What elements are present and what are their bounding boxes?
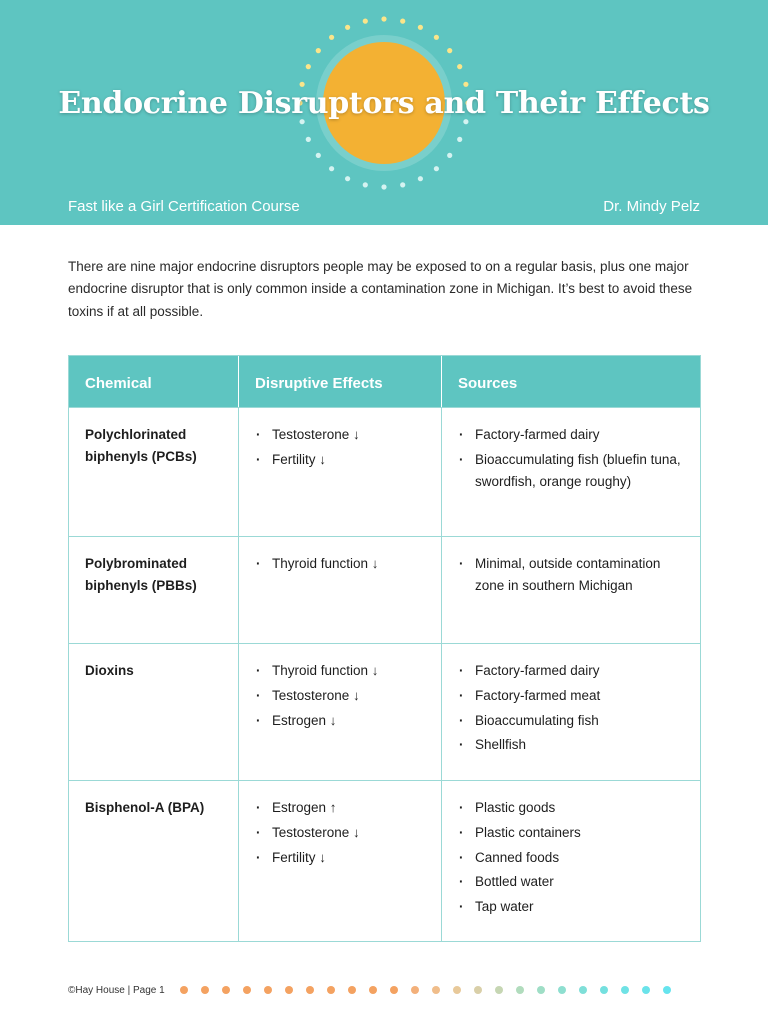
course-name: Fast like a Girl Certification Course [68, 198, 300, 215]
sources-list [456, 797, 688, 918]
sun-ray-dot [418, 176, 423, 181]
disruptors-table [68, 355, 701, 942]
source-item: · Factory-farmed dairy [456, 660, 688, 682]
effects-list [253, 660, 429, 732]
footer-dot [579, 986, 587, 994]
table-header [69, 356, 700, 407]
header-effects: Disruptive Effects [238, 356, 441, 407]
header-chemical: Chemical [85, 375, 152, 392]
footer-dot [348, 986, 356, 994]
footer-dots [180, 986, 671, 994]
effects-list [253, 424, 429, 471]
footer-dot [432, 986, 440, 994]
chemical-cell: Bisphenol-A (BPA) [85, 800, 205, 815]
effects-cell [238, 781, 441, 941]
footer-dot [600, 986, 608, 994]
sun-ray-dot [447, 48, 452, 53]
table-row [69, 407, 700, 536]
effects-cell [238, 537, 441, 643]
footer-dot [243, 986, 251, 994]
sun-ray-dot [363, 19, 368, 24]
footer-dot [453, 986, 461, 994]
sun-ray-dot [457, 137, 462, 142]
effects-list [253, 553, 429, 575]
source-item: · Bioaccumulating fish (bluefin tuna, swordfish, orange roughy) [456, 449, 688, 494]
effect-item: · Estrogen ↓ [253, 710, 429, 732]
source-item: · Bioaccumulating fish [456, 710, 688, 732]
chemical-cell: Polybrominated biphenyls (PBBs) [85, 556, 197, 594]
footer-dot [264, 986, 272, 994]
sun-ray-dot [400, 19, 405, 24]
sun-ray-dot [381, 184, 386, 189]
table-row [69, 536, 700, 643]
source-item: · Minimal, outside contamination zone in southern Michigan [456, 553, 688, 598]
footer-dot [663, 986, 671, 994]
chemical-cell: Dioxins [85, 663, 134, 678]
sun-ray-dot [363, 182, 368, 187]
sun-ray-dot [316, 153, 321, 158]
source-item: · Factory-farmed meat [456, 685, 688, 707]
footer-dot [306, 986, 314, 994]
effect-item: · Fertility ↓ [253, 449, 429, 471]
effects-cell [238, 644, 441, 780]
table-body [69, 407, 700, 941]
footer-dot [621, 986, 629, 994]
source-item: · Plastic goods [456, 797, 688, 819]
page-title: Endocrine Disruptors and Their Effects [58, 86, 710, 121]
effects-list [253, 797, 429, 869]
footer-dot [327, 986, 335, 994]
chemical-cell: Polychlorinated biphenyls (PCBs) [85, 427, 197, 465]
effect-item: · Testosterone ↓ [253, 424, 429, 446]
sun-ray-dot [329, 35, 334, 40]
effect-item: · Thyroid function ↓ [253, 553, 429, 575]
footer-dot [201, 986, 209, 994]
sources-cell [441, 781, 700, 941]
footer-dot [537, 986, 545, 994]
source-item: · Canned foods [456, 847, 688, 869]
effect-item: · Estrogen ↑ [253, 797, 429, 819]
intro-paragraph: There are nine major endocrine disruptors people may be exposed to on a regular basis, plus one major endocrine disruptor that is only common inside a contamination zone in Michigan. It’s best to avoid these toxins if at all possible. [68, 259, 693, 319]
sources-cell [441, 537, 700, 643]
effect-item: · Fertility ↓ [253, 847, 429, 869]
source-item: · Tap water [456, 896, 688, 918]
sun-ray-dot [345, 25, 350, 30]
sun-ray-dot [329, 166, 334, 171]
footer-dot [474, 986, 482, 994]
source-item: · Bottled water [456, 871, 688, 893]
sun-ray-dot [434, 166, 439, 171]
sun-ray-dot [316, 48, 321, 53]
source-item: · Shellfish [456, 734, 688, 756]
footer-dot [516, 986, 524, 994]
header-sources: Sources [441, 356, 700, 407]
footer-dot [180, 986, 188, 994]
table-row [69, 780, 700, 941]
effects-cell [238, 408, 441, 536]
source-item: · Plastic containers [456, 822, 688, 844]
sun-ray-dot [457, 64, 462, 69]
footer-dot [390, 986, 398, 994]
sun-ray-dot [306, 64, 311, 69]
source-item: · Factory-farmed dairy [456, 424, 688, 446]
sun-ray-dot [434, 35, 439, 40]
sources-cell [441, 644, 700, 780]
effect-item: · Testosterone ↓ [253, 685, 429, 707]
footer-dot [558, 986, 566, 994]
sources-cell [441, 408, 700, 536]
sun-ray-dot [345, 176, 350, 181]
page-header [0, 0, 768, 225]
sun-ray-dot [447, 153, 452, 158]
sources-list [456, 424, 688, 493]
sun-ray-dot [418, 25, 423, 30]
sun-ray-dot [400, 182, 405, 187]
table-row [69, 643, 700, 780]
footer-dot [495, 986, 503, 994]
footer-dot [411, 986, 419, 994]
effect-item: · Testosterone ↓ [253, 822, 429, 844]
sources-list [456, 553, 688, 598]
footer-dot [642, 986, 650, 994]
footer-dot [285, 986, 293, 994]
footer-dot [222, 986, 230, 994]
author-name: Dr. Mindy Pelz [603, 198, 700, 215]
sun-ray-dot [306, 137, 311, 142]
effect-item: · Thyroid function ↓ [253, 660, 429, 682]
footer-dot [369, 986, 377, 994]
sun-ray-dot [381, 16, 386, 21]
footer-copyright: ©Hay House | Page 1 [68, 985, 165, 996]
sources-list [456, 660, 688, 757]
